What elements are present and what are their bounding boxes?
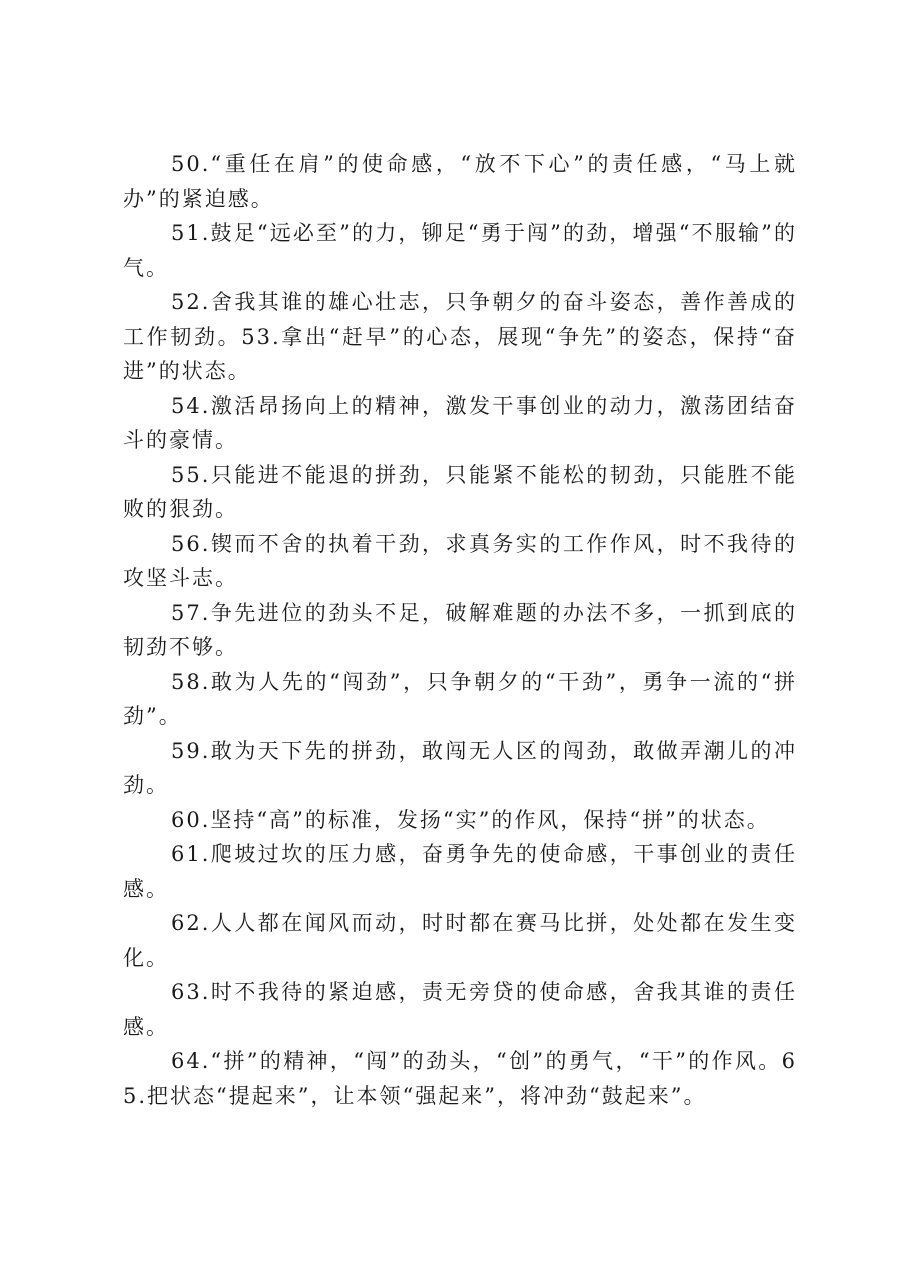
document-body (123, 147, 797, 1113)
paragraph-50: 50.“重任在肩”的使命感，“放不下心”的责任感，“马上就办”的紧迫感。 (123, 152, 797, 211)
paragraph-59: 59.敢为天下先的拼劲，敢闯无人区的闯劲，敢做弄潮儿的冲劲。 (123, 738, 797, 797)
paragraph-57: 57.争先进位的劲头不足，破解难题的办法不多，一抓到底的韧劲不够。 (123, 600, 797, 659)
paragraph-51: 51.鼓足“远必至”的力，铆足“勇于闯”的劲，增强“不服输”的气。 (123, 221, 797, 280)
paragraph-63: 63.时不我待的紧迫感，责无旁贷的使命感，舍我其谁的责任感。 (123, 980, 797, 1039)
paragraph-61: 61.爬坡过坎的压力感，奋勇争先的使命感，干事创业的责任感。 (123, 842, 797, 901)
paragraph-52-53: 52.舍我其谁的雄心壮志，只争朝夕的奋斗姿态，善作善成的工作韧劲。53.拿出“赶早”的心态，展现“争先”的姿态，保持“奋进”的状态。 (123, 290, 797, 383)
paragraph-60: 60.坚持“高”的标准，发扬“实”的作风，保持“拼”的状态。 (171, 807, 770, 832)
paragraph-54: 54.激活昂扬向上的精神，激发干事创业的动力，激荡团结奋斗的豪情。 (123, 393, 797, 452)
paragraph-64-65: 64.“拼”的精神，“闯”的劲头，“创”的勇气，“干”的作风。65.把状态“提起来”，让本领“强起来”，将冲劲“鼓起来”。 (123, 1049, 797, 1108)
paragraph-56: 56.锲而不舍的执着干劲，求真务实的工作作风，时不我待的攻坚斗志。 (123, 531, 797, 590)
paragraph-55: 55.只能进不能退的拼劲，只能紧不能松的韧劲，只能胜不能败的狠劲。 (123, 462, 797, 521)
paragraph-58: 58.敢为人先的“闯劲”，只争朝夕的“干劲”，勇争一流的“拼劲”。 (123, 669, 797, 728)
paragraph-62: 62.人人都在闻风而动，时时都在赛马比拼，处处都在发生变化。 (123, 911, 797, 970)
